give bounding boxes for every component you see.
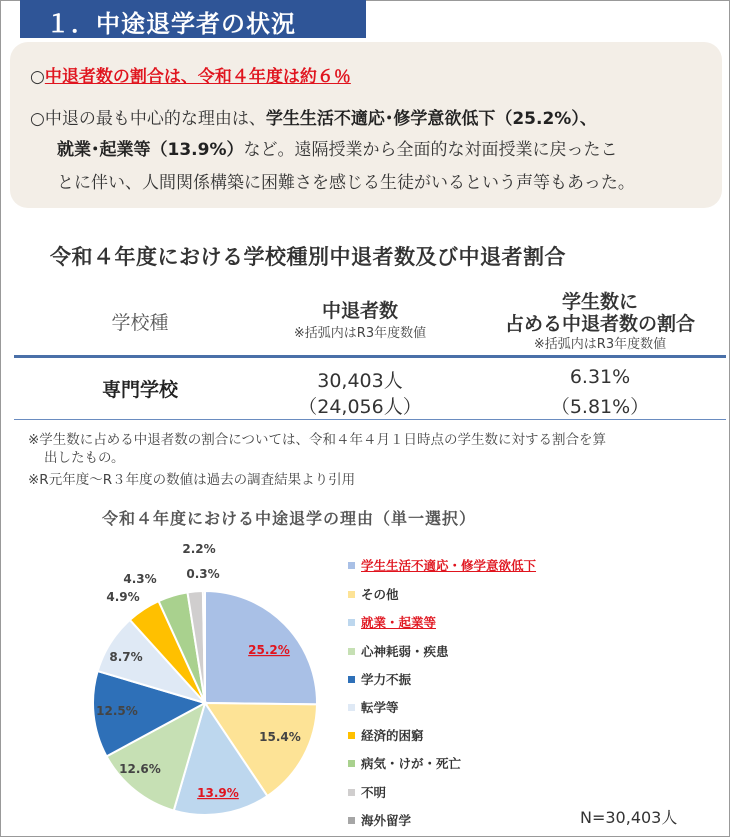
legend-item-5 <box>348 671 411 687</box>
summary-bullet-2-line3: とに伴い、人間関係構築に困難さを感じる生徒がいるという声等もあった。 <box>57 173 635 193</box>
summary-bullet-2-pre: 中退の最も中心的な理由は、 <box>44 109 266 129</box>
col-header-ratio-line1: 学生数に <box>561 291 638 313</box>
legend-item-2 <box>348 586 399 602</box>
pie-slice-label-4: 12.6% <box>119 762 161 776</box>
col-header-dropouts-note: ※括弧内はR3年度数値 <box>293 326 427 341</box>
legend-item-3 <box>348 614 436 630</box>
pie-slice-label-1: 25.2% <box>248 643 290 657</box>
legend-swatch <box>348 789 355 796</box>
table-title: 令和４年度における学校種別中退者数及び中退者割合 <box>50 245 566 269</box>
sample-size-label: N=30,403人 <box>580 808 678 827</box>
pie-slice-label-10: 0.3% <box>186 567 220 581</box>
pie-slice-label-6: 8.7% <box>109 650 143 664</box>
cell-ratio-prev: （5.81%） <box>550 396 650 418</box>
col-header-school-type: 学校種 <box>111 312 169 334</box>
section-title: １．中途退学者の状況 <box>20 0 366 38</box>
legend-label: 就業・起業等 <box>361 615 437 630</box>
cell-school-type: 専門学校 <box>101 379 178 401</box>
legend-swatch <box>348 562 355 569</box>
footnote-2: ※R元年度～R３年度の数値は過去の調査結果より引用 <box>28 472 356 488</box>
summary-bullet-2-post: など。遠隔授業から全面的な対面授業に戻ったこ <box>243 140 618 160</box>
col-header-dropouts: 中退者数 <box>321 300 398 322</box>
legend-label: 病気・けが・死亡 <box>361 756 462 771</box>
legend-swatch <box>348 704 355 711</box>
legend-label: 心神耗弱・疾患 <box>361 644 449 659</box>
summary-bullet-1-text: 中退者数の割合は、令和４年度は約６％ <box>44 67 351 87</box>
legend-swatch <box>348 676 355 683</box>
col-header-ratio-line2: 占める中退者数の割合 <box>504 313 695 335</box>
legend-label: 経済的困窮 <box>361 728 424 743</box>
pie-slice-label-8: 4.3% <box>123 572 157 586</box>
legend-item-9 <box>348 784 386 800</box>
legend-item-6 <box>348 699 399 715</box>
legend-item-4 <box>348 643 449 659</box>
footnote-1-line2: 出したもの。 <box>44 450 125 466</box>
cell-dropouts: 30,403人 <box>317 370 403 392</box>
legend-label: 転学等 <box>361 700 399 715</box>
legend-item-7 <box>348 727 424 743</box>
legend-swatch <box>348 619 355 626</box>
pie-slice-label-7: 4.9% <box>106 590 140 604</box>
legend-swatch <box>348 591 355 598</box>
legend-item-1 <box>348 557 536 573</box>
summary-bullet-2-bold2: 就業･起業等（13.9%） <box>57 140 244 160</box>
bullet-marker: ○ <box>30 67 45 87</box>
cell-dropouts-prev: （24,056人） <box>298 396 422 418</box>
legend-label: 海外留学 <box>361 813 412 828</box>
legend-item-10 <box>348 812 411 828</box>
summary-bullet-2-bold1: 学生生活不適応･修学意欲低下（25.2%）、 <box>265 109 597 129</box>
legend-label: 学力不振 <box>361 672 412 687</box>
pie-slice-label-9: 2.2% <box>182 542 216 556</box>
cell-ratio: 6.31% <box>569 366 631 388</box>
pie-slice-label-3: 13.9% <box>197 786 239 800</box>
chart-title: 令和４年度における中途退学の理由（単一選択） <box>102 509 477 528</box>
legend-label: 学生生活不適応・修学意欲低下 <box>361 558 537 573</box>
bullet-marker: ○ <box>30 109 45 129</box>
legend-swatch <box>348 760 355 767</box>
footnote-1-line1: ※学生数に占める中退者数の割合については、令和４年４月１日時点の学生数に対する割合を算 <box>28 432 607 448</box>
legend-item-8 <box>348 755 461 771</box>
pie-slice-label-5: 12.5% <box>96 704 138 718</box>
legend-label: その他 <box>361 587 399 602</box>
legend-swatch <box>348 817 355 824</box>
legend-swatch <box>348 732 355 739</box>
legend-label: 不明 <box>361 785 387 800</box>
legend-swatch <box>348 648 355 655</box>
pie-slice-label-2: 15.4% <box>259 730 301 744</box>
col-header-ratio-note: ※括弧内はR3年度数値 <box>533 337 667 352</box>
